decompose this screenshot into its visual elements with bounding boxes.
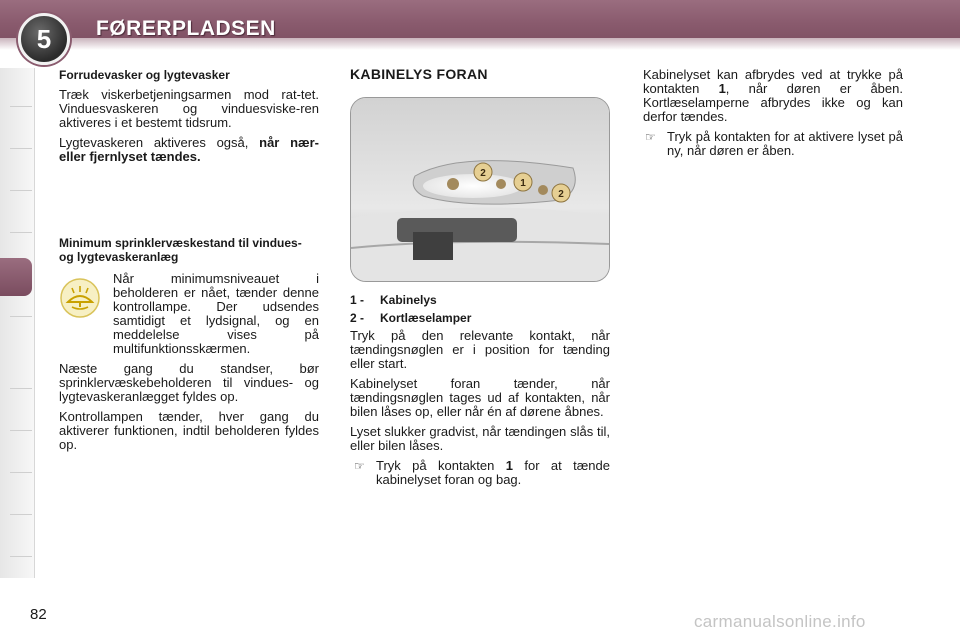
side-tab-divider: [10, 106, 32, 107]
reactivate-bullet: [645, 130, 903, 158]
bullet-text: [376, 459, 610, 487]
pointing-hand-icon: ☞: [645, 130, 656, 144]
watermark: carmanualsonline.info: [694, 612, 866, 631]
warning-lamp-paragraph: Kontrollampen tænder, hver gang du aktiverer funktionen, indtil beholderen fyldes op.: [59, 409, 319, 452]
bullet-text-pre: Tryk på kontakten: [376, 458, 506, 473]
bullet-switch-number: 1: [505, 458, 513, 473]
refill-paragraph: Næste gang du standser, bør sprinklervæskebeholderen til vindues- og lygtevaskeranlægget fyldes op.: [59, 361, 319, 404]
photo-label-right: 2: [558, 189, 564, 200]
disable-text-pre: Kabinelyset kan afbrydes ved at trykke på kontakten: [643, 67, 903, 96]
active-chapter-tab: [0, 258, 32, 296]
photo-label-center: 1: [520, 178, 526, 189]
legend-item: [350, 293, 610, 307]
page-title: FØRERPLADSEN: [96, 17, 276, 40]
middle-column: [350, 67, 610, 81]
instruction-bullet: [354, 459, 610, 487]
front-courtesy-light-heading: KABINELYS FORAN: [350, 66, 488, 82]
headlamp-washer-text: Lygtevaskeren aktiveres også,: [59, 135, 260, 150]
side-tab-divider: [10, 388, 32, 389]
legend-label: Kortlæselamper: [380, 311, 472, 325]
low-level-paragraph: Når minimumsniveauet i beholderen er nået, tænder denne kontrollampe. Der udsendes samtidigt et lydsignal, og en meddelelse vises på multifunktionsskærmen.: [113, 271, 319, 356]
reactivate-text: Tryk på kontakten for at aktivere lyset på ny, når døren er åben.: [667, 129, 903, 158]
courtesy-light-illustration: [351, 98, 609, 281]
pointing-hand-icon: ☞: [354, 459, 365, 473]
side-tab-divider: [10, 430, 32, 431]
washer-heading: Forrudevasker og lygtevasker: [59, 68, 230, 82]
front-courtesy-light-photo: [350, 97, 610, 282]
left-column-lower: [59, 236, 319, 458]
page-number: 82: [30, 606, 47, 623]
side-tab-divider: [10, 556, 32, 557]
side-tab-divider: [10, 148, 32, 149]
legend-number: 2 -: [350, 311, 365, 325]
left-column: [59, 68, 319, 170]
bullet-text-post: for at tænde kabinelyset foran og bag.: [376, 458, 610, 487]
washer-fluid-heading: Minimum sprinklervæskestand til vindues- og lygtevaskeranlæg: [59, 236, 302, 264]
side-tab-divider: [10, 472, 32, 473]
switch-paragraph: Tryk på den relevante kontakt, når tændingsnøglen er i position for tænding eller start.: [350, 328, 610, 371]
disable-light-paragraph: [643, 68, 903, 124]
legend-label: Kabinelys: [380, 293, 437, 307]
side-tab-divider: [10, 232, 32, 233]
side-tab-divider: [10, 514, 32, 515]
chapter-side-tabs: [0, 68, 35, 578]
headlamp-washer-bold: når nær- eller fjernlyset tændes.: [59, 135, 319, 164]
washer-fluid-warning-icon: [58, 276, 102, 320]
legend-number: 1 -: [350, 293, 365, 307]
headlamp-washer-paragraph: [59, 136, 319, 164]
auto-on-paragraph: Kabinelyset foran tænder, når tændingsnøglen tages ud af kontakten, når bilen låses op, eller når én af dørene åbnes.: [350, 376, 610, 419]
disable-text-post: , når døren er åben. Kortlæselamperne afbrydes ikke og kan derfor tændes.: [643, 81, 903, 124]
side-tab-divider: [10, 190, 32, 191]
fade-out-paragraph: Lyset slukker gradvist, når tændingen slås til, eller bilen låses.: [350, 424, 610, 453]
middle-column-text: [350, 293, 610, 487]
chapter-number-badge: 5: [18, 13, 70, 65]
disable-switch-number: 1: [718, 81, 726, 96]
side-tab-divider: [10, 316, 32, 317]
washer-paragraph: Træk viskerbetjeningsarmen mod rat-tet. Vinduesvaskeren og vinduesviske-ren aktiveres i et bestemt tidsrum.: [59, 87, 319, 130]
legend-item: [350, 311, 610, 325]
right-column: [643, 68, 903, 158]
photo-label-left: 2: [480, 168, 486, 179]
